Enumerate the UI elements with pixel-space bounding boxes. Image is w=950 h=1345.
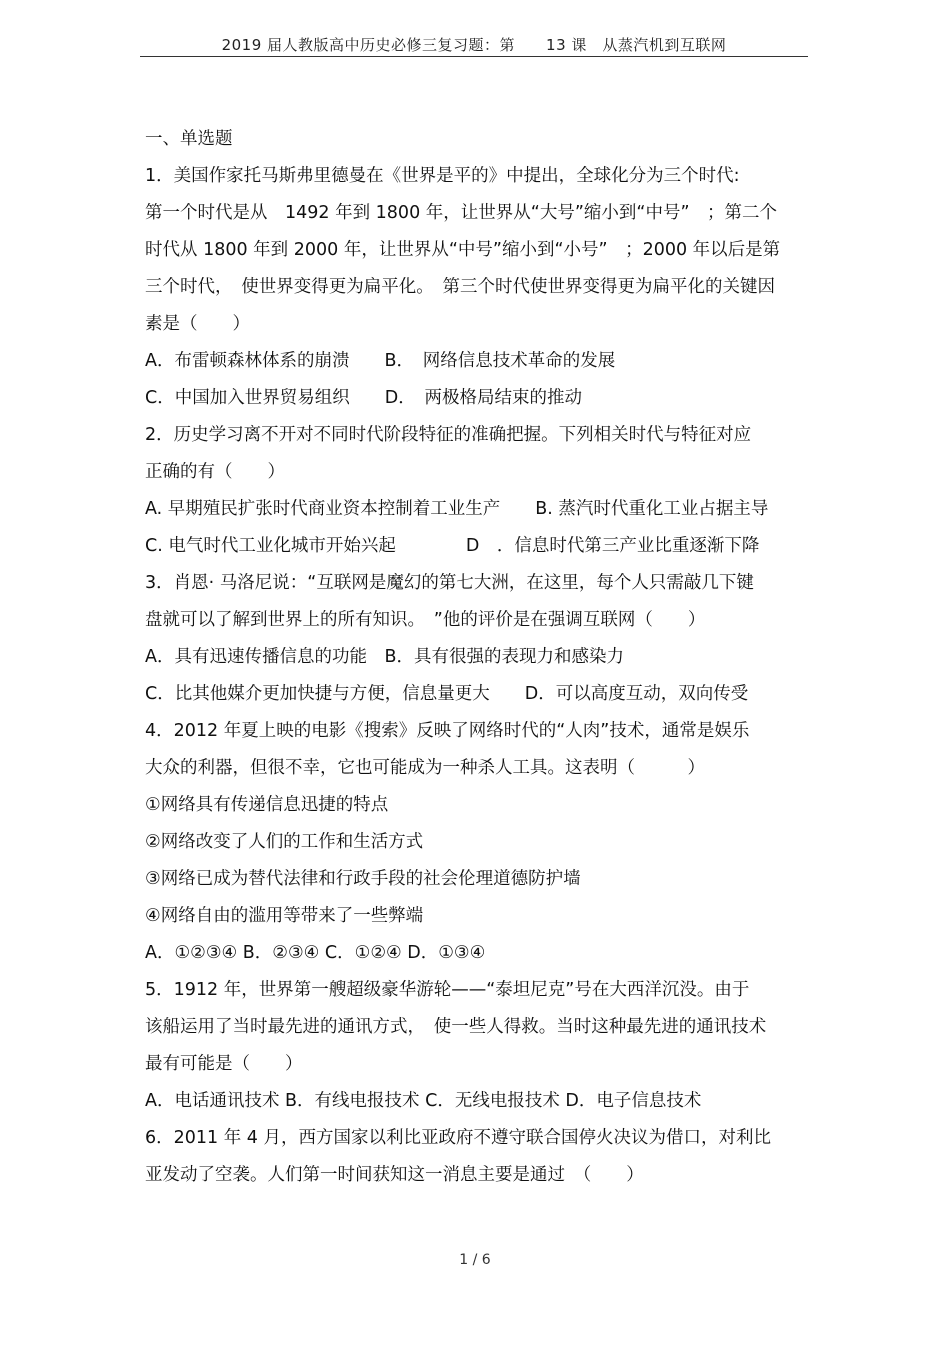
- text-line: 该船运用了当时最先进的通讯方式， 使一些人得救。当时这种最先进的通讯技术: [145, 1017, 767, 1037]
- text-line: 1．美国作家托马斯弗里德曼在《世界是平的》中提出，全球化分为三个时代:: [145, 166, 740, 186]
- text-line: ④网络自由的滥用等带来了一些弊端: [145, 906, 424, 926]
- text-line: ③网络已成为替代法律和行政手段的社会伦理道德防护墙: [145, 869, 581, 889]
- text-line: A．①②③④ B．②③④ C．①②④ D．①③④: [145, 943, 486, 963]
- question-lines: [145, 158, 810, 1194]
- text-line: 5．1912 年，世界第一艘超级豪华游轮——“泰坦尼克”号在大西洋沉没。由于: [145, 980, 750, 1000]
- header-divider: [140, 56, 808, 57]
- text-line: 正确的有（ ）: [145, 462, 285, 482]
- text-line: ①网络具有传递信息迅捷的特点: [145, 795, 389, 815]
- page-number: 1 / 6: [459, 1252, 491, 1268]
- text-line: 2．历史学习离不开对不同时代阶段特征的准确把握。下列相关时代与特征对应: [145, 425, 752, 445]
- text-line: 6．2011 年 4 月，西方国家以利比亚政府不遵守联合国停火决议为借口，对利比: [145, 1128, 771, 1148]
- text-line: A．布雷顿森林体系的崩溃 B． 网络信息技术革命的发展: [145, 351, 616, 371]
- text-line: 时代从 1800 年到 2000 年，让世界从“中号”缩小到“小号” ；2000 年以后是第: [145, 240, 781, 260]
- text-line: 4．2012 年夏上映的电影《搜索》反映了网络时代的“人肉”技术，通常是娱乐: [145, 721, 750, 741]
- text-line: 最有可能是（ ）: [145, 1054, 303, 1074]
- text-line: C．中国加入世界贸易组织 D． 两极格局结束的推动: [145, 388, 582, 408]
- section-title: 一、单选题: [145, 129, 233, 149]
- text-line: 第一个时代是从 1492 年到 1800 年，让世界从“大号”缩小到“中号” ；第二个: [145, 203, 778, 223]
- text-line: 大众的利器，但很不幸，它也可能成为一种杀人工具。这表明（ ）: [145, 758, 705, 778]
- text-line: 素是（ ）: [145, 314, 250, 334]
- text-line: ②网络改变了人们的工作和生活方式: [145, 832, 424, 852]
- text-line: 3．肖恩· 马洛尼说：“互联网是魔幻的第七大洲，在这里，每个人只需敲几下键: [145, 573, 754, 593]
- page-header-title: 2019 届人教版高中历史必修三复习题：第 13 课 从蒸汽机到互联网: [221, 36, 727, 54]
- text-line: 亚发动了空袭。人们第一时间获知这一消息主要是通过 （ ）: [145, 1165, 644, 1185]
- text-line: A. 早期殖民扩张时代商业资本控制着工业生产 B. 蒸汽时代重化工业占据主导: [145, 499, 769, 519]
- text-line: A．具有迅速传播信息的功能 B．具有很强的表现力和感染力: [145, 647, 624, 667]
- document-body: [145, 121, 810, 1194]
- text-line: C. 电气时代工业化城市开始兴起 D ．信息时代第三产业比重逐渐下降: [145, 536, 760, 556]
- text-line: C．比其他媒介更加快捷与方便，信息量更大 D．可以高度互动，双向传受: [145, 684, 749, 704]
- text-line: A．电话通讯技术 B．有线电报技术 C．无线电报技术 D．电子信息技术: [145, 1091, 702, 1111]
- text-line: 三个时代， 使世界变得更为扁平化。 第三个时代使世界变得更为扁平化的关键因: [145, 277, 775, 297]
- text-line: 盘就可以了解到世界上的所有知识。 ”他的评价是在强调互联网（ ）: [145, 610, 706, 630]
